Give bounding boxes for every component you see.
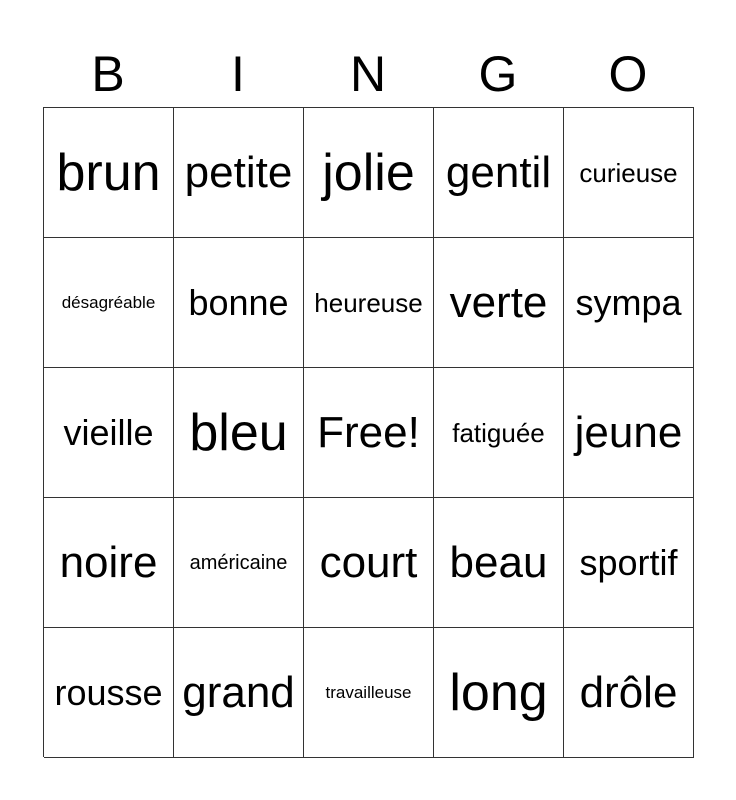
bingo-header: [43, 40, 693, 108]
bingo-cell[interactable]: court: [304, 498, 434, 628]
bingo-cell[interactable]: beau: [434, 498, 564, 628]
bingo-cell[interactable]: désagréable: [44, 238, 174, 368]
bingo-cell[interactable]: jeune: [564, 368, 694, 498]
bingo-cell[interactable]: travailleuse: [304, 628, 434, 758]
bingo-cell[interactable]: grand: [174, 628, 304, 758]
bingo-cell[interactable]: brun: [44, 108, 174, 238]
bingo-board: [43, 107, 694, 757]
header-letter-b: B: [91, 46, 125, 102]
bingo-cell[interactable]: bonne: [174, 238, 304, 368]
bingo-cell[interactable]: rousse: [44, 628, 174, 758]
bingo-cell[interactable]: jolie: [304, 108, 434, 238]
header-letter-o: O: [608, 46, 648, 102]
bingo-cell[interactable]: sportif: [564, 498, 694, 628]
bingo-cell[interactable]: gentil: [434, 108, 564, 238]
bingo-cell[interactable]: petite: [174, 108, 304, 238]
bingo-cell[interactable]: vieille: [44, 368, 174, 498]
bingo-cell[interactable]: verte: [434, 238, 564, 368]
header-letter-n: N: [349, 46, 387, 102]
bingo-cell[interactable]: heureuse: [304, 238, 434, 368]
bingo-cell[interactable]: fatiguée: [434, 368, 564, 498]
bingo-cell[interactable]: curieuse: [564, 108, 694, 238]
bingo-cell[interactable]: américaine: [174, 498, 304, 628]
bingo-cell[interactable]: bleu: [174, 368, 304, 498]
bingo-cell[interactable]: drôle: [564, 628, 694, 758]
bingo-cell[interactable]: noire: [44, 498, 174, 628]
bingo-cell[interactable]: long: [434, 628, 564, 758]
header-letter-g: G: [478, 46, 518, 102]
free-space-cell[interactable]: Free!: [304, 368, 434, 498]
bingo-cell[interactable]: sympa: [564, 238, 694, 368]
header-letter-i: I: [231, 46, 245, 102]
